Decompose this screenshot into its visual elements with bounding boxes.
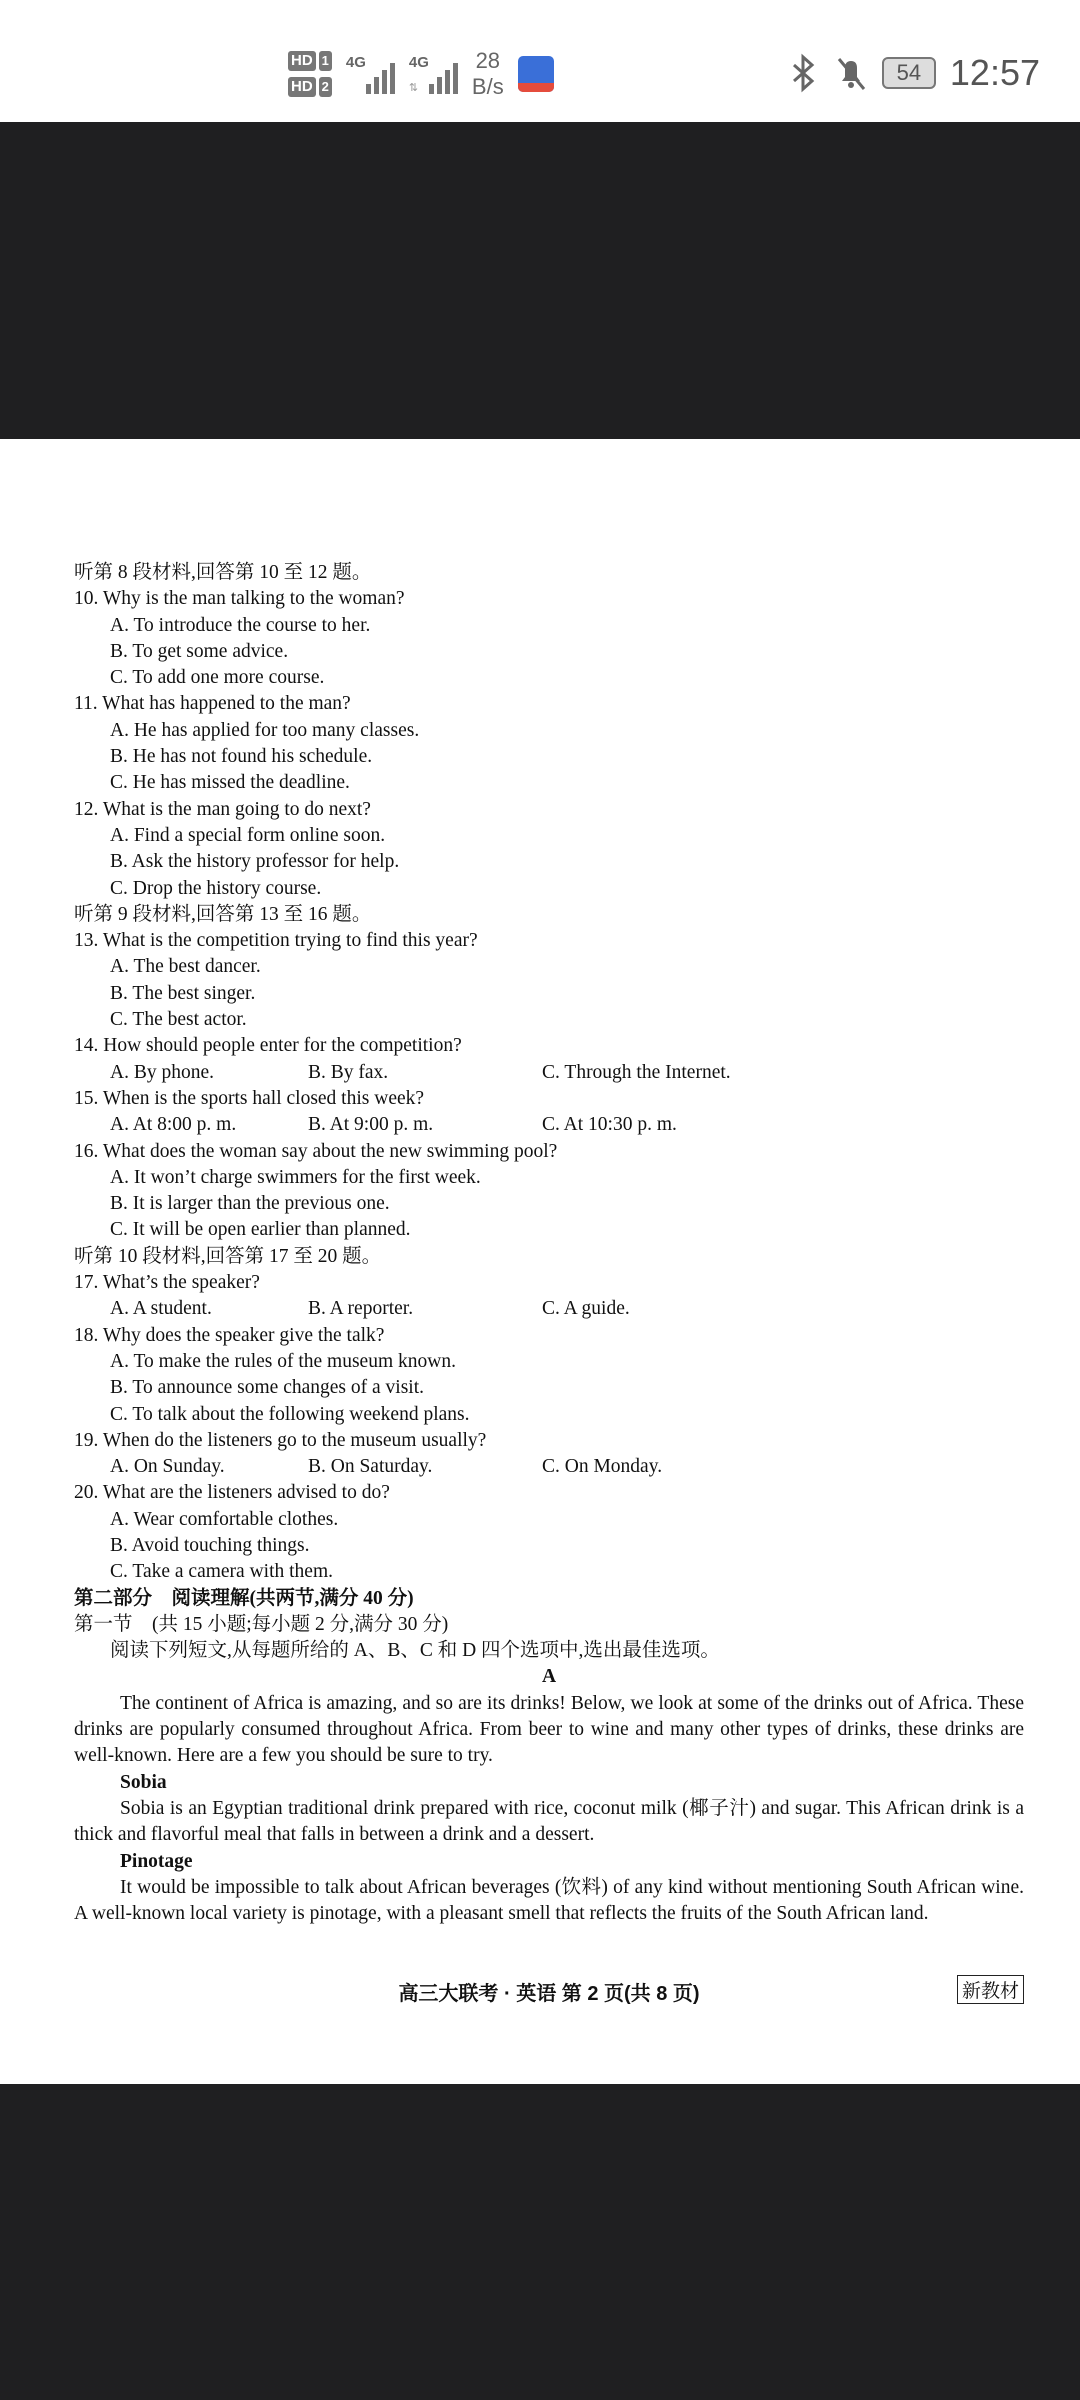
- question-line: 14. How should people enter for the competition?: [74, 1035, 462, 1057]
- option-c: C. A guide.: [542, 1298, 630, 1320]
- option-line: B. Ask the history professor for help.: [110, 851, 400, 873]
- bluetooth-icon: [786, 53, 820, 93]
- section-heading: 第二部分 阅读理解(共两节,满分 40 分): [74, 1587, 414, 1609]
- signal-strength-icon: 4G ⇅: [409, 54, 458, 94]
- question-line: 听第 8 段材料,回答第 10 至 12 题。: [74, 562, 372, 583]
- bottom-dark-band: [0, 2084, 1080, 2400]
- question-line: 11. What has happened to the man?: [74, 693, 351, 715]
- question-line: 13. What is the competition trying to find this year?: [74, 930, 478, 952]
- status-right: [786, 52, 1040, 94]
- question-line: 18. Why does the speaker give the talk?: [74, 1324, 385, 1346]
- option-line: A. To make the rules of the museum known.: [110, 1350, 456, 1372]
- hd-2: [288, 77, 332, 97]
- option-c: C. Through the Internet.: [542, 1061, 731, 1083]
- option-line: A. The best dancer.: [110, 956, 261, 978]
- passage-subheading: Sobia: [120, 1771, 167, 1793]
- hd-indicators: [288, 51, 332, 97]
- option-a: A. At 8:00 p. m.: [110, 1114, 237, 1136]
- option-line: C. He has missed the deadline.: [110, 772, 350, 794]
- option-line: A. Wear comfortable clothes.: [110, 1508, 339, 1530]
- option-line: B. He has not found his schedule.: [110, 746, 373, 768]
- option-b: B. At 9:00 p. m.: [308, 1114, 434, 1136]
- option-b: B. A reporter.: [308, 1298, 414, 1320]
- question-line: 16. What does the woman say about the new swimming pool?: [74, 1140, 558, 1162]
- option-c: C. At 10:30 p. m.: [542, 1114, 677, 1136]
- option-line: A. Find a special form online soon.: [110, 824, 386, 846]
- speed-unit: B/s: [471, 74, 504, 99]
- page-footer: [74, 1977, 1024, 2007]
- network-type-label: 4G: [408, 54, 429, 71]
- option-a: A. On Sunday.: [110, 1456, 225, 1478]
- signal-strength-icon: [346, 54, 395, 94]
- passage-paragraph: It would be impossible to talk about African beverages (饮料) of any kind without mentioning South African wine. A well-known local variety is pinotage, with a pleasant smell that reflects the fruits of the South African land.: [74, 1876, 1024, 1925]
- passage-paragraph: The continent of Africa is amazing, and so are its drinks! Below, we look at some of the drinks out of Africa. These drinks are popularly consumed throughout Africa. From beer to wine and many other types of drinks, these drinks are well-known. Here are a few you should be sure to try.: [74, 1692, 1024, 1767]
- option-row: [74, 1060, 1024, 1086]
- option-c: C. On Monday.: [542, 1456, 663, 1478]
- instruction-line: 阅读下列短文,从每题所给的 A、B、C 和 D 四个选项中,选出最佳选项。: [110, 1640, 720, 1662]
- network-speed: [472, 48, 504, 100]
- question-line: 听第 9 段材料,回答第 13 至 16 题。: [74, 903, 372, 925]
- option-row: [74, 1296, 1024, 1322]
- option-line: A. It won’t charge swimmers for the first week.: [110, 1166, 481, 1188]
- option-line: B. It is larger than the previous one.: [110, 1193, 390, 1215]
- question-line: 20. What are the listeners advised to do?: [74, 1482, 390, 1504]
- hd-sim-number: 2: [319, 77, 332, 97]
- hd-1: [288, 51, 332, 71]
- option-line: C. To talk about the following weekend plans.: [110, 1403, 470, 1425]
- question-line: 第一节 (共 15 小题;每小题 2 分,满分 30 分): [74, 1613, 449, 1635]
- question-line: 17. What’s the speaker?: [74, 1272, 260, 1294]
- passage-paragraph: Sobia is an Egyptian traditional drink prepared with rice, coconut milk (椰子汁) and sugar. This African drink is a thick and flavorful meal that falls in between a drink and a dessert.: [74, 1797, 1024, 1846]
- question-line: 15. When is the sports hall closed this week?: [74, 1087, 425, 1109]
- question-line: 听第 10 段材料,回答第 17 至 20 题。: [74, 1245, 382, 1267]
- app-notification-icon: [518, 56, 554, 92]
- question-line: 19. When do the listeners go to the museum usually?: [74, 1429, 487, 1451]
- network-type-label: 4G: [345, 54, 366, 71]
- option-b: B. On Saturday.: [308, 1456, 433, 1478]
- option-line: B. The best singer.: [110, 982, 256, 1004]
- option-a: A. By phone.: [110, 1061, 214, 1083]
- bell-muted-icon: [834, 53, 868, 93]
- option-line: C. Drop the history course.: [110, 877, 322, 899]
- option-line: B. To announce some changes of a visit.: [110, 1377, 424, 1399]
- hd-label: HD: [288, 77, 316, 97]
- question-line: 10. Why is the man talking to the woman?: [74, 588, 405, 610]
- exam-page: [74, 560, 1024, 1927]
- option-line: C. To add one more course.: [110, 667, 325, 689]
- hd-sim-number: 1: [319, 51, 332, 71]
- passage-label: A: [541, 1666, 557, 1688]
- option-line: A. To introduce the course to her.: [110, 614, 371, 636]
- passage-subheading: Pinotage: [120, 1850, 193, 1872]
- status-left: [288, 44, 554, 104]
- option-line: B. Avoid touching things.: [110, 1534, 310, 1556]
- option-line: C. The best actor.: [110, 1009, 247, 1031]
- footer-edition-tag: 新教材: [957, 1975, 1024, 2004]
- option-a: A. A student.: [110, 1298, 212, 1320]
- speed-value: 28: [475, 48, 501, 73]
- top-dark-band: [0, 122, 1080, 439]
- option-line: A. He has applied for too many classes.: [110, 719, 420, 741]
- question-line: 12. What is the man going to do next?: [74, 798, 371, 820]
- status-bar: [0, 0, 1080, 122]
- hd-label: HD: [288, 51, 316, 71]
- option-line: B. To get some advice.: [110, 640, 289, 662]
- battery-level: 54: [896, 60, 922, 85]
- option-row: [74, 1112, 1024, 1138]
- option-row: [74, 1454, 1024, 1480]
- option-b: B. By fax.: [308, 1061, 389, 1083]
- option-line: C. Take a camera with them.: [110, 1561, 333, 1583]
- clock: 12:57: [949, 52, 1040, 93]
- footer-page-info: 高三大联考 · 英语 第 2 页(共 8 页): [398, 1983, 700, 2005]
- battery-icon: [882, 57, 936, 89]
- option-line: C. It will be open earlier than planned.: [110, 1219, 411, 1241]
